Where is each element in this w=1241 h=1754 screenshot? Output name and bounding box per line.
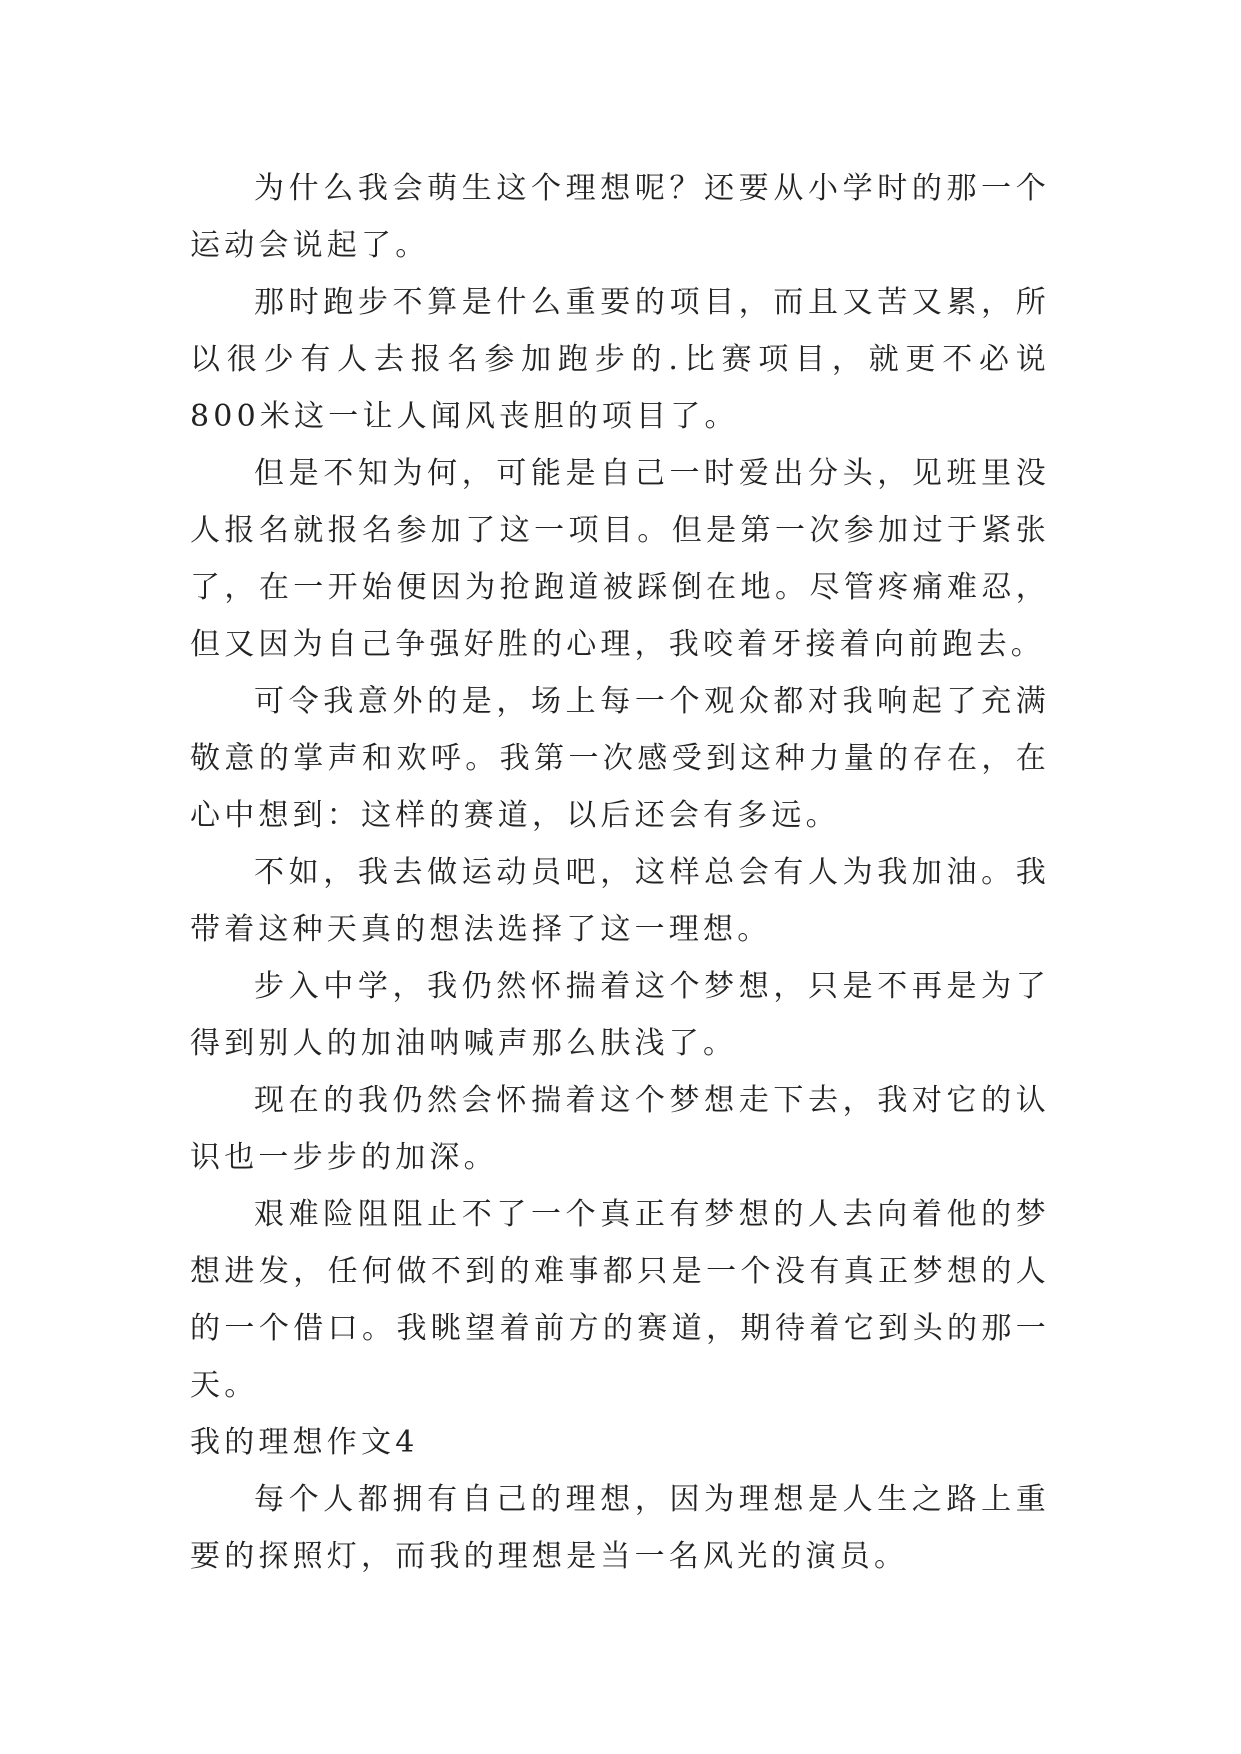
paragraph: 每个人都拥有自己的理想，因为理想是人生之路上重要的探照灯，而我的理想是当一名风光的演员。 (190, 1482, 1050, 1574)
document-page (190, 160, 1050, 1585)
section-title: 我的理想作文4 (190, 1425, 419, 1460)
paragraph: 但是不知为何，可能是自己一时爱出分头，见班里没人报名就报名参加了这一项目。但是第一次参加过于紧张了，在一开始便因为抢跑道被踩倒在地。尽管疼痛难忍，但又因为自己争强好胜的心理，我咬着牙接着向前跑去。 (190, 456, 1050, 662)
paragraph: 现在的我仍然会怀揣着这个梦想走下去，我对它的认识也一步步的加深。 (190, 1083, 1050, 1175)
paragraph: 可令我意外的是，场上每一个观众都对我响起了充满敬意的掌声和欢呼。我第一次感受到这种力量的存在，在心中想到：这样的赛道，以后还会有多远。 (190, 684, 1050, 833)
paragraph: 为什么我会萌生这个理想呢？还要从小学时的那一个运动会说起了。 (190, 171, 1050, 263)
paragraph: 不如，我去做运动员吧，这样总会有人为我加油。我带着这种天真的想法选择了这一理想。 (190, 855, 1050, 947)
paragraph: 步入中学，我仍然怀揣着这个梦想，只是不再是为了得到别人的加油呐喊声那么肤浅了。 (190, 969, 1050, 1061)
paragraph: 艰难险阻阻止不了一个真正有梦想的人去向着他的梦想进发，任何做不到的难事都只是一个没有真正梦想的人的一个借口。我眺望着前方的赛道，期待着它到头的那一天。 (190, 1197, 1050, 1403)
paragraph: 那时跑步不算是什么重要的项目，而且又苦又累，所以很少有人去报名参加跑步的.比赛项目，就更不必说800米这一让人闻风丧胆的项目了。 (190, 285, 1050, 434)
